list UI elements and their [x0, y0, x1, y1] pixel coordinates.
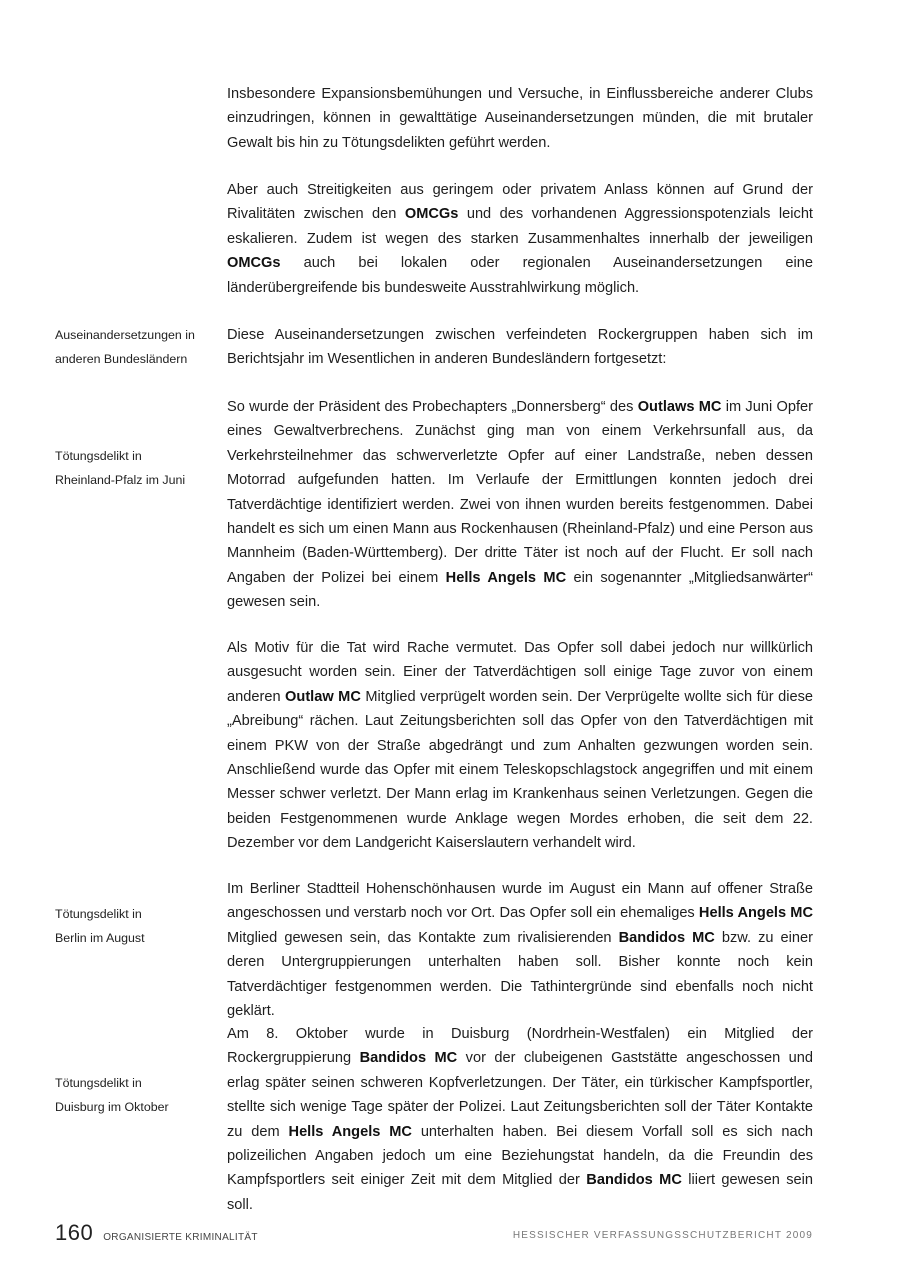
margin-note-line: Tötungsdelikt in — [55, 907, 142, 921]
bold-term: Outlaw MC — [285, 688, 361, 705]
paragraph-expansion — [227, 82, 813, 155]
text-run: liiert gewesen sein soll. — [227, 1172, 813, 1213]
margin-note-line: Auseinandersetzungen in — [55, 328, 195, 342]
text-run: unterhalten haben. Bei diesem Vorfall soll es sich nach polizeilichen Angaben jedoch um eine Beziehungstat handeln, da die Freundin des Kampfsportlers seit einiger Zeit mit dem Mitglied der — [227, 1123, 813, 1189]
bold-term: Bandidos MC — [586, 1172, 682, 1189]
text-run: und des vorhandenen Aggressionspotenzials leicht eskalieren. Zudem ist wegen des starken Zusammenhaltes innerhalb der jeweiligen — [227, 206, 813, 247]
text-run: Als Motiv für die Tat wird Rache vermutet. Das Opfer soll dabei jedoch nur willkürlich ausgesucht worden sein. Einer der Tatverdächtigen soll einige Tage zuvor von einem anderen — [227, 640, 813, 705]
margin-note-line: anderen Bundesländern — [55, 352, 188, 367]
footer-publication-title: HESSISCHER VERFASSUNGSSCHUTZBERICHT 2009 — [512, 1230, 813, 1241]
bold-term: Outlaws MC — [637, 399, 722, 415]
bold-term: Bandidos MC — [618, 929, 715, 946]
footer-section-title: ORGANISIERTE KRIMINALITÄT — [103, 1232, 258, 1243]
text-run: vor der clubeigenen Gaststätte angeschossen und erlag später seinen schweren Kopfverletzungen. Der Täter, ein türkischer Kampfsportler, stellte sich wenige Tage später der Polizei. Laut Zeitungsberichten soll der Täter Kontakte zu dem — [227, 1050, 813, 1140]
text-run: bzw. zu einer deren Untergruppierungen unterhalten haben soll. Bisher konnte noch kein Tatverdächtiger festgenommen werden. Die Tathintergründe sind ebenfalls noch nicht geklärt. — [227, 929, 813, 1020]
paragraph-other-states — [227, 323, 813, 372]
text-run: Mitglied verprügelt worden sein. Der Verprügelte wollte sich für diese „Abreibung“ rächen. Laut Zeitungsberichten soll das Opfer von den Tatverdächtigen mit einem PKW von der Straße abgedrängt und zum Anhalten gezwungen worden sein. Anschließend wurde das Opfer mit einem Teleskopschlagstock angegriffen und mit einem Messer schwer verletzt. Der Mann erlag im Krankenhaus seinen Verletzungen. Gegen die beiden Festgenommenen wurde Anklage wegen Mordes erhoben, die seit dem 22. Dezember vor dem Landgericht Kaiserslautern verhandelt wird. — [227, 688, 813, 852]
margin-note-line: Tötungsdelikt in — [55, 1076, 142, 1090]
text-run: ein sogenannter „Mitgliedsanwärter“ gewesen sein. — [227, 569, 813, 611]
paragraph-berlin — [227, 877, 813, 1023]
text-run: Mitglied gewesen sein, das Kontakte zum rivalisierenden — [227, 929, 619, 946]
text-run: Am 8. Oktober wurde in Duisburg (Nordrhein-Westfalen) ein Mitglied der Rockergruppierung — [227, 1026, 813, 1067]
bold-term: Hells Angels MC — [698, 905, 813, 922]
margin-note-line: Duisburg im Oktober — [55, 1100, 169, 1115]
margin-note-other-states — [55, 323, 215, 372]
margin-note-line: Tötungsdelikt in — [55, 449, 142, 463]
margin-note-duisburg — [55, 1071, 215, 1120]
paragraph-rheinland-pfalz — [227, 395, 813, 615]
page-number: 160 — [55, 1220, 94, 1245]
paragraph-duisburg — [227, 1022, 813, 1217]
bold-term: Hells Angels MC — [288, 1123, 412, 1140]
text-run: Aber auch Streitigkeiten aus geringem oder privatem Anlass können auf Grund der Rivalitäten zwischen den — [227, 182, 813, 223]
margin-note-line: Berlin im August — [55, 931, 145, 946]
text-run: Insbesondere Expansionsbemühungen und Versuche, in Einflussbereiche anderer Clubs einzudringen, können in gewalttätige Auseinandersetzungen münden, die mit brutaler Gewalt bis hin zu Tötungsdelikten geführt werden. — [227, 86, 813, 151]
paragraph-motive — [227, 636, 813, 856]
bold-term: OMCGs — [227, 255, 281, 272]
paragraph-rivalries — [227, 178, 813, 300]
text-run: So wurde der Präsident des Probechapters „Donnersberg“ des — [227, 399, 638, 415]
bold-term: OMCGs — [404, 206, 459, 223]
margin-note-line: Rheinland-Pfalz im Juni — [55, 473, 186, 488]
footer-left — [55, 1220, 258, 1246]
margin-note-rheinland-pfalz — [55, 444, 215, 493]
text-run: Diese Auseinandersetzungen zwischen verfeindeten Rockergruppen haben sich im Berichtsjahr im Wesentlichen in anderen Bundesländern fortgesetzt: — [227, 327, 813, 368]
text-run: auch bei lokalen oder regionalen Auseinandersetzungen eine länderübergreifende bis bundesweite Ausstrahlwirkung möglich. — [227, 255, 813, 296]
margin-note-berlin — [55, 902, 215, 951]
bold-term: Hells Angels MC — [445, 569, 567, 586]
text-run: Im Berliner Stadtteil Hohenschönhausen wurde im August ein Mann auf offener Straße angeschossen und verstarb noch vor Ort. Das Opfer soll ein ehemaliges — [227, 881, 813, 922]
bold-term: Bandidos MC — [359, 1050, 458, 1067]
text-run: im Juni Opfer eines Gewaltverbrechens. Zunächst ging man von einem Verkehrsunfall aus, da Verkehrsteilnehmer das schwerverletzte Opfer auf einer Landstraße, neben dessen Motorrad aufgefunden hatten. Im Verlaufe der Ermittlungen konnten jedoch drei Tatverdächtige identifiziert werden. Zwei von ihnen wurden bereits festgenommen. Dabei handelt es sich um einen Mann aus Rockenhausen (Rheinland-Pfalz) und eine Person aus Mannheim (Baden-Württemberg). Der dritte Täter ist noch auf der Flucht. Er soll nach Angaben der Polizei bei einem — [227, 399, 813, 586]
